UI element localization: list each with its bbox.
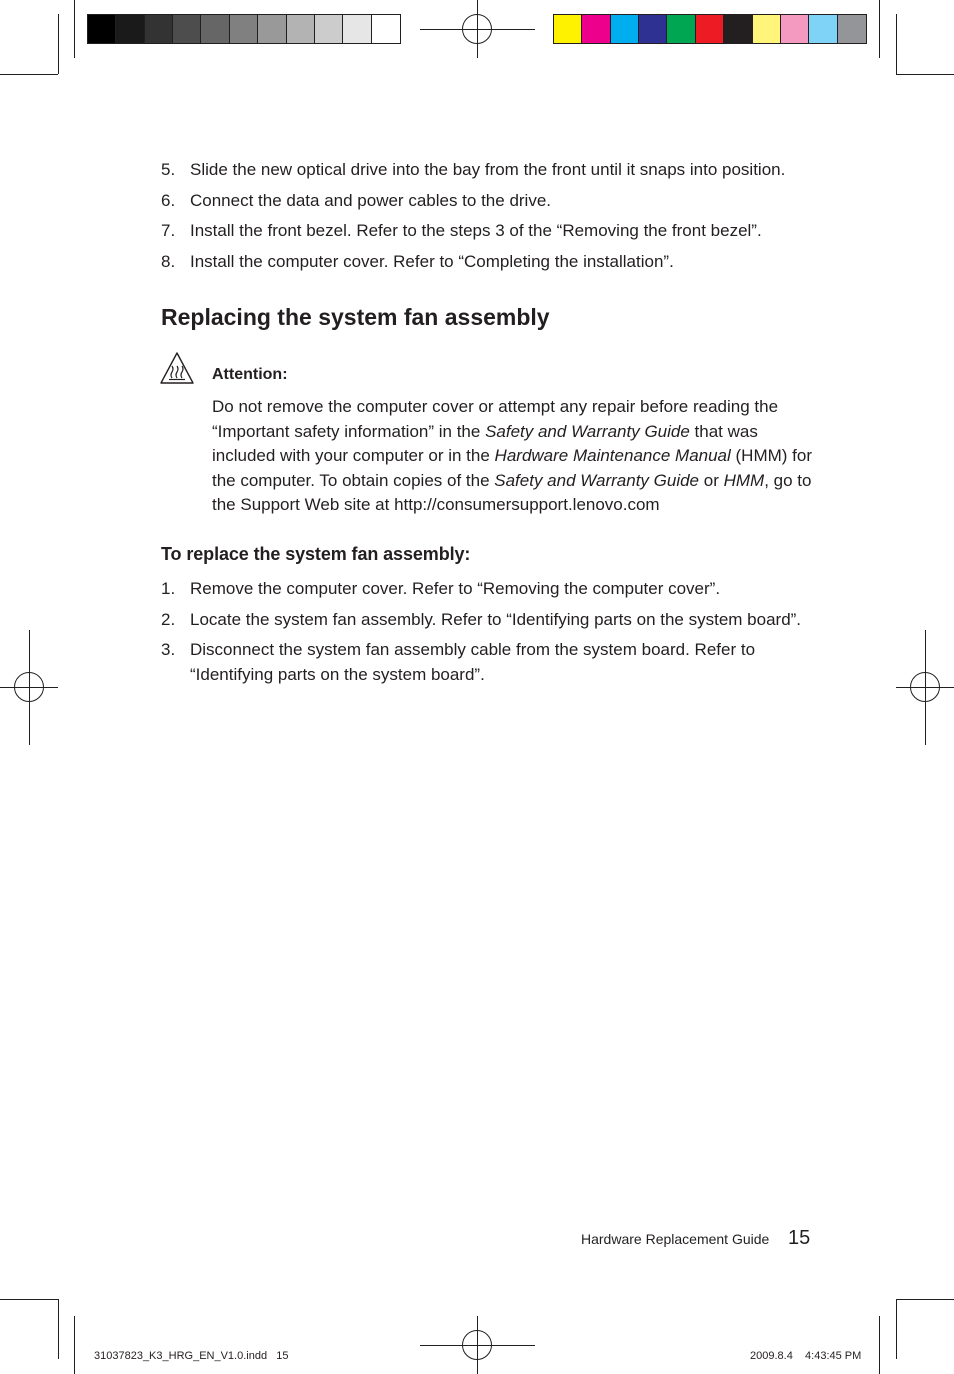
- crop-mark: [879, 0, 880, 58]
- list-item: 1. Remove the computer cover. Refer to “Removing the computer cover”.: [161, 579, 721, 598]
- list-item: 7. Install the front bezel. Refer to the steps 3 of the “Removing the front bezel”.: [161, 221, 762, 240]
- crop-mark: [879, 1316, 880, 1374]
- color-swatch: [173, 15, 201, 43]
- registration-mark-bottom: [420, 1316, 535, 1374]
- registration-mark-right: [896, 630, 954, 745]
- hot-surface-warning-icon: [159, 351, 195, 385]
- color-swatch: [753, 15, 781, 43]
- replace-steps-list: [161, 577, 821, 693]
- color-swatch: [639, 15, 667, 43]
- crop-mark: [74, 1316, 75, 1374]
- registration-mark-left: [0, 630, 58, 745]
- color-swatch: [809, 15, 837, 43]
- color-swatch: [696, 15, 724, 43]
- crop-mark: [896, 1299, 954, 1300]
- crop-mark: [0, 74, 58, 75]
- color-swatch: [667, 15, 695, 43]
- color-swatch: [287, 15, 315, 43]
- color-swatch: [838, 15, 866, 43]
- install-steps-list: [161, 158, 821, 280]
- color-swatch: [145, 15, 173, 43]
- color-swatch: [372, 15, 400, 43]
- crop-mark: [896, 14, 897, 74]
- color-swatch: [88, 15, 116, 43]
- color-swatch: [116, 15, 144, 43]
- list-item: 8. Install the computer cover. Refer to “Completing the installation”.: [161, 251, 674, 271]
- footer-guide-title: Hardware Replacement Guide: [581, 1231, 770, 1247]
- color-swatch: [343, 15, 371, 43]
- crop-mark: [58, 14, 59, 74]
- slug-file-info: 31037823_K3_HRG_EN_V1.0.indd 15: [94, 1350, 289, 1362]
- color-swatch: [315, 15, 343, 43]
- color-swatch: [781, 15, 809, 43]
- section-title: Replacing the system fan assembly: [161, 304, 550, 330]
- list-item: 2. Locate the system fan assembly. Refer to “Identifying parts on the system board”.: [161, 609, 802, 629]
- list-item: 5. Slide the new optical drive into the bay from the front until it snaps into position.: [161, 160, 786, 179]
- color-swatch: [230, 15, 258, 43]
- color-swatch: [724, 15, 752, 43]
- color-swatch: [554, 15, 582, 43]
- color-swatch: [611, 15, 639, 43]
- crop-mark: [896, 1299, 897, 1359]
- registration-mark-top: [420, 0, 535, 58]
- color-swatch: [258, 15, 286, 43]
- page-number: 15: [788, 1227, 811, 1249]
- color-swatch: [582, 15, 610, 43]
- crop-mark: [74, 0, 75, 58]
- crop-mark: [0, 1299, 58, 1300]
- color-swatch: [201, 15, 229, 43]
- list-item: 6. Connect the data and power cables to the drive.: [161, 190, 552, 210]
- crop-mark: [896, 74, 954, 75]
- attention-label: Attention:: [212, 366, 288, 383]
- slug-date-info: 2009.8.4 4:43:45 PM: [750, 1350, 862, 1362]
- list-item: 3. Disconnect the system fan assembly cable from the system board. Refer to “Identifying parts on the system board”.: [161, 640, 756, 684]
- subsection-title: To replace the system fan assembly:: [161, 544, 471, 564]
- grayscale-color-bar: [87, 14, 401, 44]
- crop-mark: [58, 1299, 59, 1359]
- process-color-bar: [553, 14, 867, 44]
- attention-text: Do not remove the computer cover or attempt any repair before reading the “Important safety information” in the Safety and Warranty Guide that was included with your computer or in the Hardware Maintenance Manual (HMM) for the computer. To obtain copies of the Safety and Warranty Guide or HMM, go to the Support Web site at http://consumersupport.lenovo.com: [212, 397, 813, 514]
